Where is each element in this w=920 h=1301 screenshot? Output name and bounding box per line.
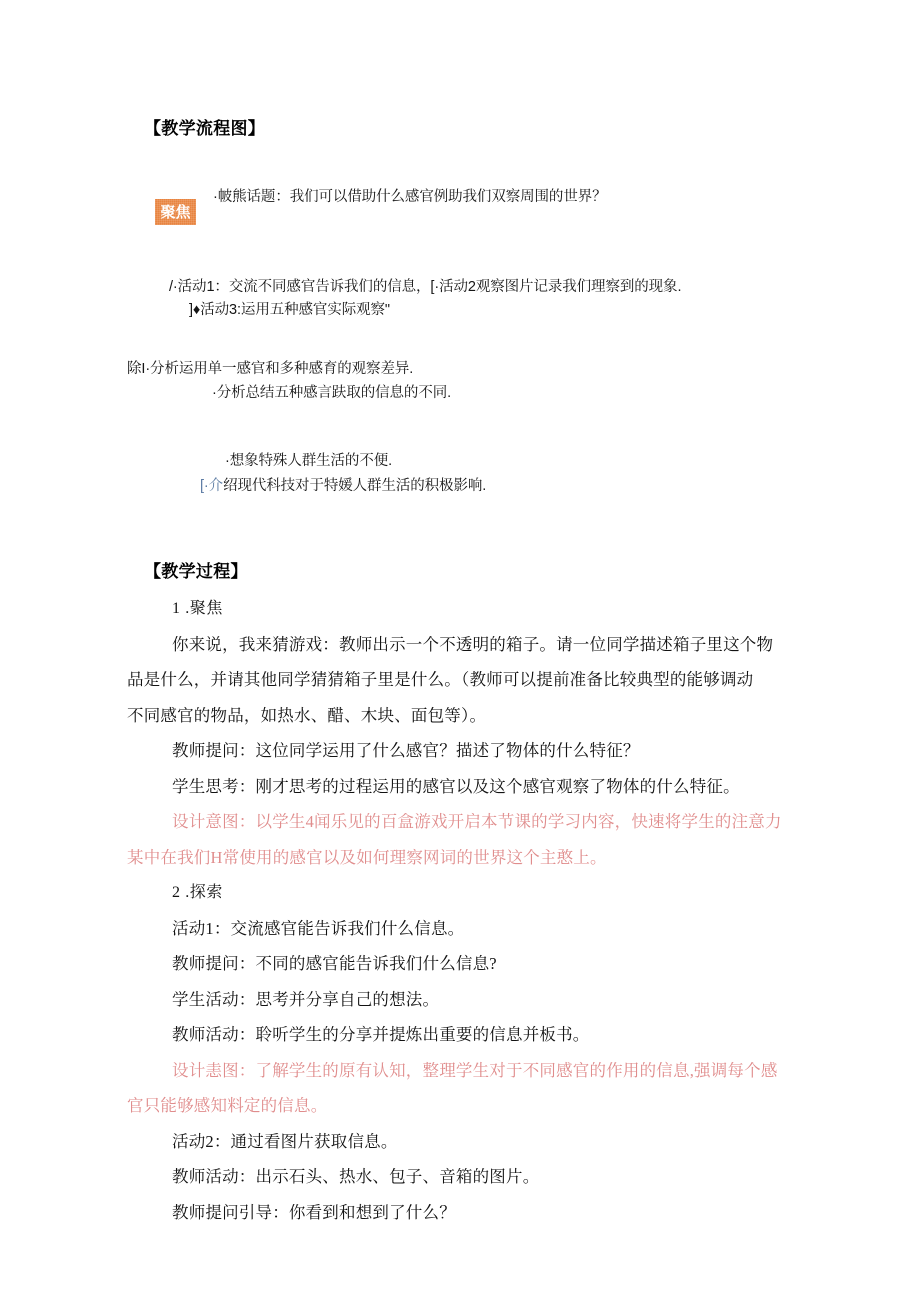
flow-line-summary-1: 除I·分析运用单一感官和多种感育的观察差异. — [127, 361, 414, 377]
process-paragraph: 活动1：交流感官能告诉我们什么信息。 — [172, 918, 465, 938]
process-paragraph: 教师活动：聆听学生的分享并提炼出重要的信息并板书。 — [172, 1025, 590, 1044]
flow-section-heading: 【教学流程图】 — [144, 119, 266, 138]
focus-badge — [155, 199, 196, 225]
process-section-heading: 【教学过程】 — [144, 562, 248, 581]
design-intent-note-continued: 官只能够感知料定的信息。 — [127, 1096, 328, 1115]
process-paragraph: 教师活动：出示石头、热水、包子、音箱的图片。 — [172, 1167, 540, 1186]
flow-line-extend-2-rest: 绍现代科技对于特媛人群生活的积极影响. — [223, 478, 487, 494]
flow-line-extend-1: ·想象特殊人群生活的不便. — [225, 453, 393, 469]
design-intent-note: 设计意图：以学生4闻乐见的百盒游戏开启本节课的学习内容，快速将学生的注意力 — [172, 812, 782, 831]
design-intent-note-continued: 某中在我们H常使用的感官以及如何理察网词的世界这个主憨上。 — [127, 847, 607, 867]
process-step-number: 2 .探索 — [172, 884, 224, 901]
process-paragraph: 教师提问引导：你看到和想到了什么？ — [172, 1202, 456, 1222]
process-step-number: 1 .聚焦 — [172, 600, 224, 617]
process-paragraph: 学生思考：刚才思考的过程运用的感官以及这个感官观察了物体的什么特征。 — [172, 776, 740, 796]
flow-line-extend-2 — [200, 475, 486, 497]
flow-line-focus-topic: ·帔熊话题：我们可以借助什么感官例助我们双察周围的世界？ — [213, 189, 607, 205]
process-paragraph: 你来说，我来猜游戏：教师出示一个不透明的箱子。请一位同学描述箱子里这个物 — [172, 634, 774, 654]
process-paragraph-continued: 品是什么，并请其他同学猜猜箱子里是什么。（教师可以提前准备比较典型的能够调动 — [127, 670, 754, 689]
flow-line-summary-2: ·分析总结五种感言趺取的信息的不同. — [212, 385, 452, 401]
flow-line-explore-2: ]♦活动3:运用五种感官实际观察" — [189, 302, 390, 318]
design-intent-note: 设计恚图：了解学生的原有认知，整理学生对于不同感官的作用的信息,强调每个感 — [172, 1060, 778, 1080]
process-paragraph: 学生活动：思考并分享自己的想法。 — [172, 989, 440, 1009]
process-paragraph-continued: 不同感官的物品，如热水、醋、木块、面包等）。 — [127, 705, 487, 725]
process-paragraph: 教师提问：这位同学运用了什么感官？描述了物体的什么特征？ — [172, 741, 640, 760]
flow-line-extend-2-prefix: [·介 — [200, 478, 224, 494]
flow-line-explore-1: /·活动1：交流不同感官告诉我们的信息，[·活动2观察图片记录我们理察到的现象. — [169, 279, 682, 295]
focus-badge-label: 聚焦 — [160, 203, 191, 221]
process-paragraph: 活动2：通过看图片获取信息。 — [172, 1131, 398, 1151]
process-paragraph: 教师提问：不同的感官能告诉我们什么信息? — [172, 954, 497, 973]
